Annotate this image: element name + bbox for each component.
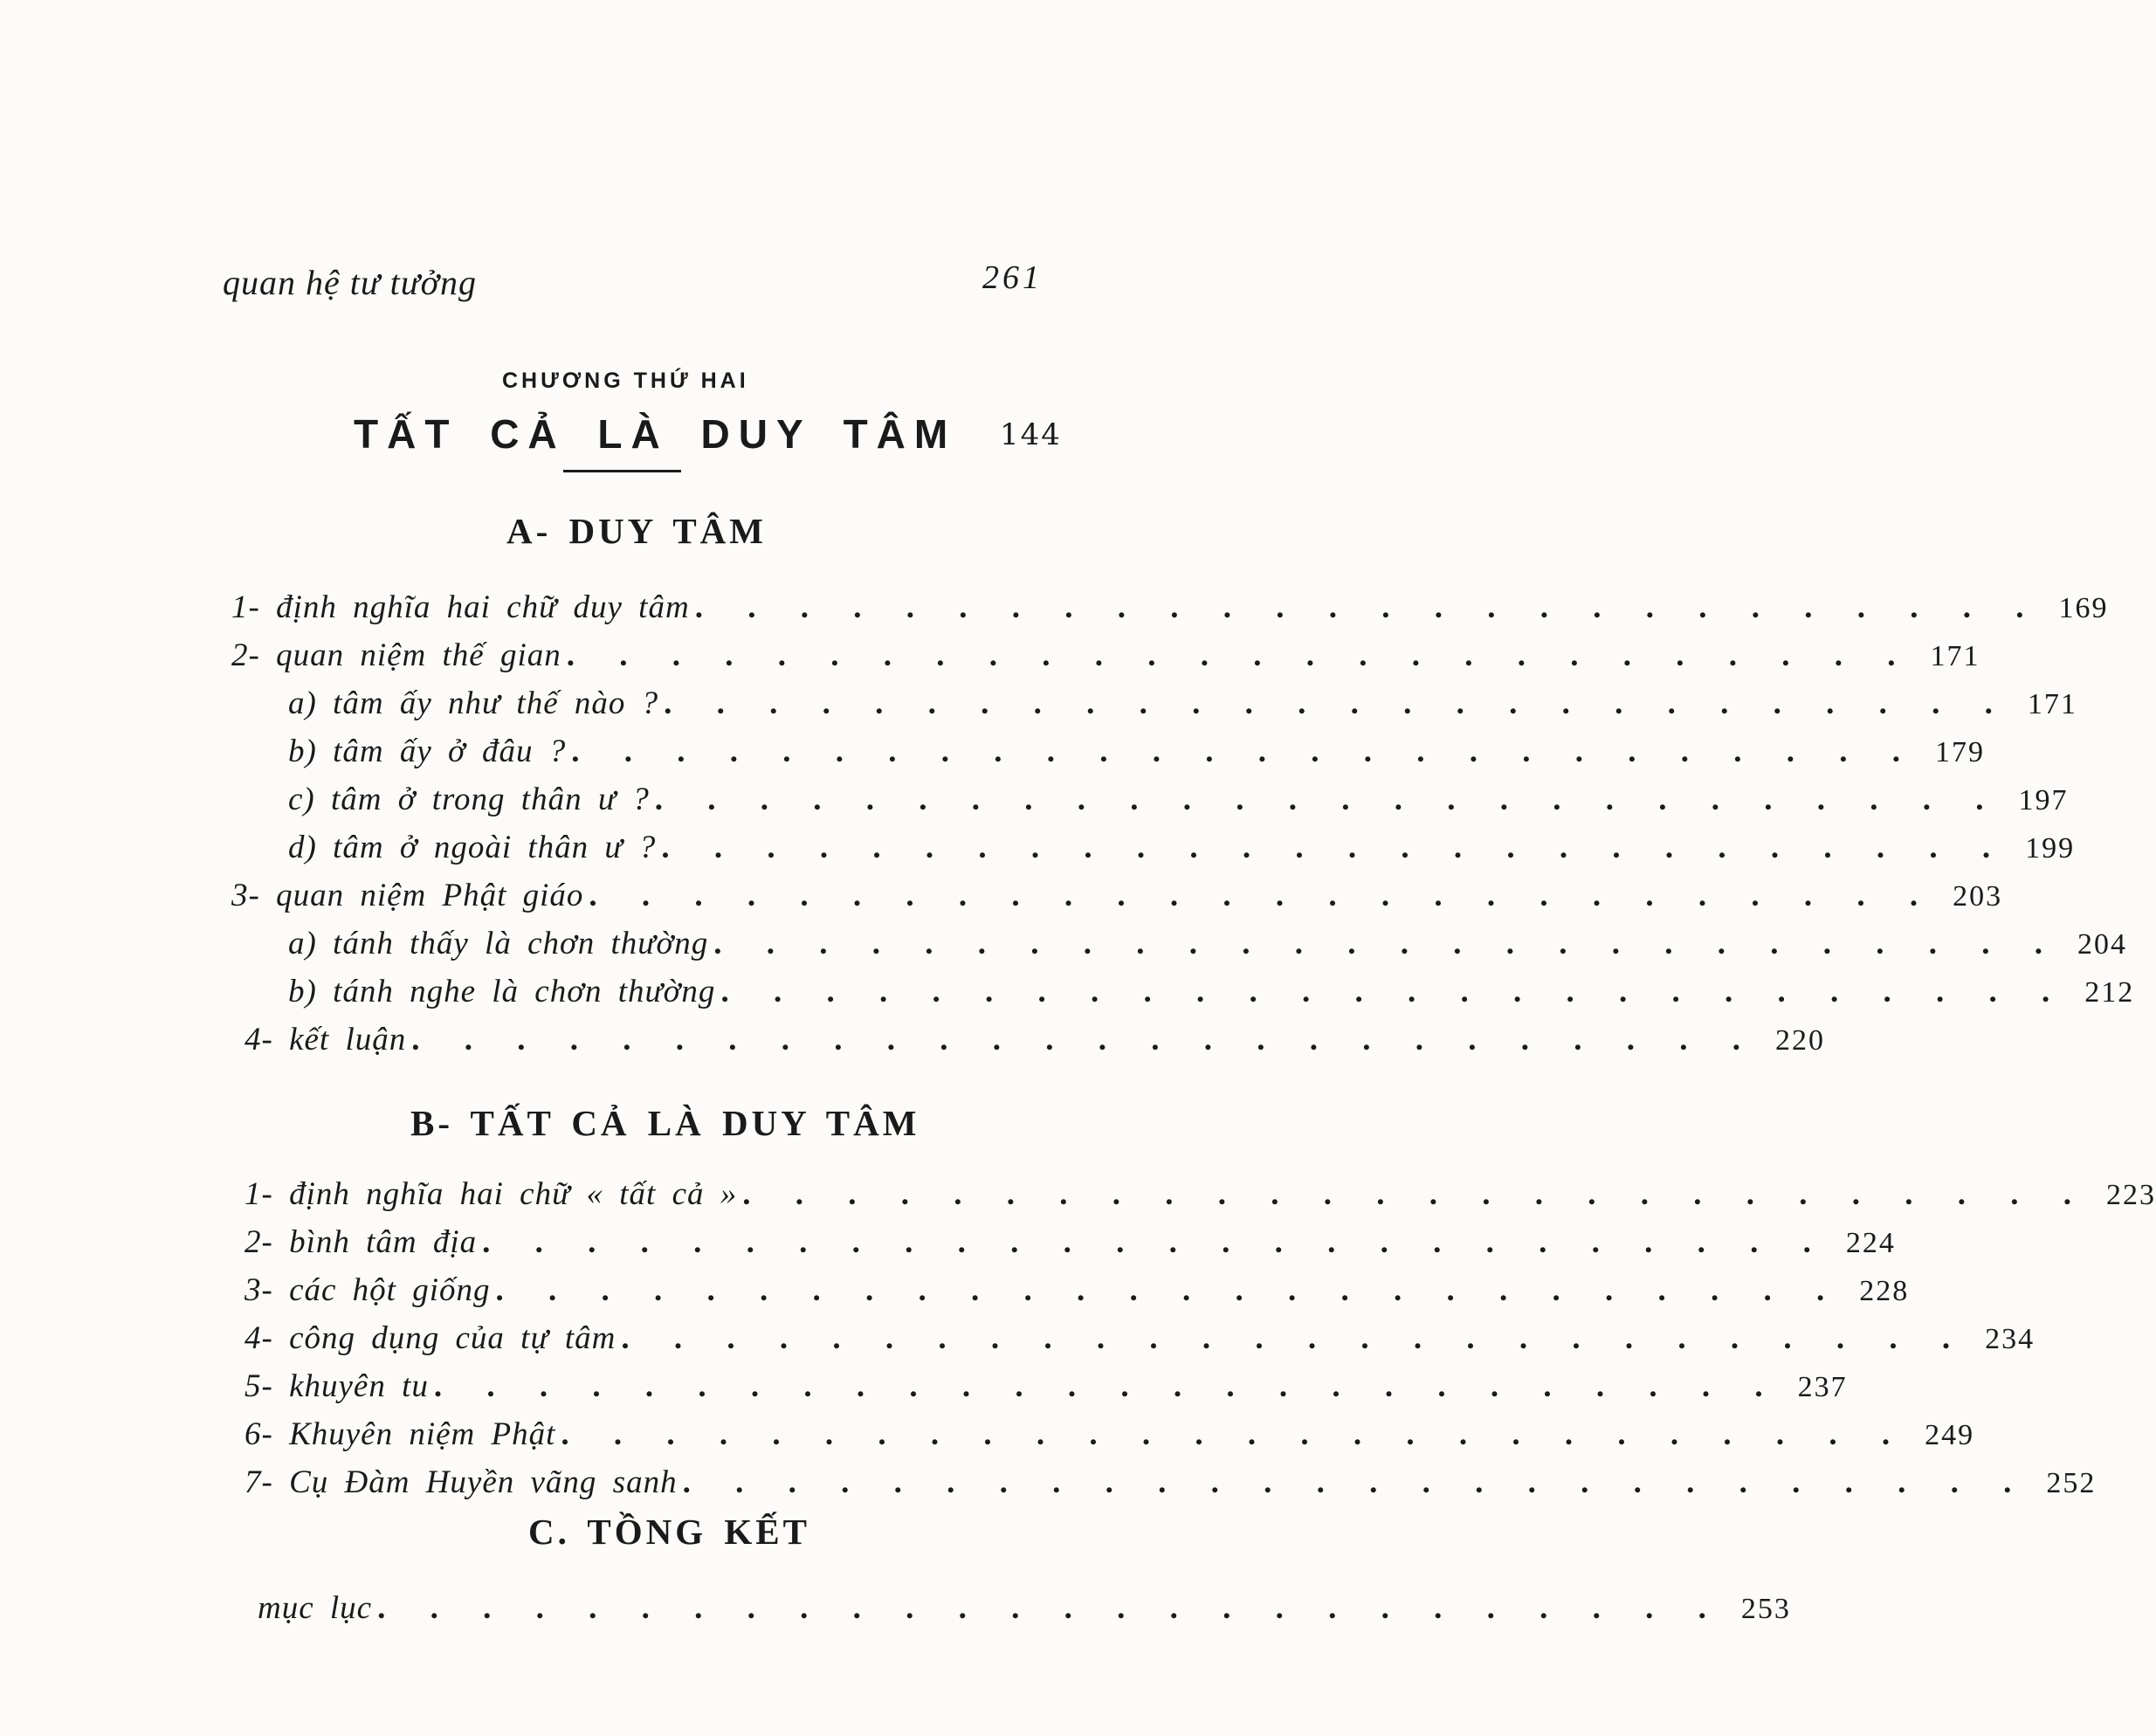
dot-leader: . . . . . . . . . . . . . . . . . . . . . . . . . . [654,782,2002,817]
toc-entry [288,923,2127,965]
toc-entry-page: 234 [1985,1323,2035,1355]
toc-entry-label: b) tâm ấy ở đâu ? [288,734,567,769]
toc-entry-page: 204 [2077,928,2127,961]
section-c-title: C. TỒNG KẾT [528,1512,810,1552]
toc-entry-page: 228 [1859,1275,1910,1307]
toc-entry-label: 3- quan niệm Phật giáo [231,878,584,913]
toc-entry [258,1588,1791,1629]
dot-leader: . . . . . . . . . . . . . . . . . . . . . . . . . . [377,1590,1725,1626]
toc-entry-label: 5- khuyên tu [245,1368,429,1404]
chapter-page-number: 144 [1000,417,1062,452]
toc-entry-page: 223 [2106,1179,2156,1211]
toc-entry-page: 197 [2018,784,2069,816]
dot-leader: . . . . . . . . . . . . . . . . . . . . . . . . . . [682,1464,2030,1500]
toc-entry [245,1462,2097,1504]
toc-entry-page: 199 [2025,832,2076,865]
toc-entry [245,1270,1910,1312]
chapter-label: CHƯƠNG THỨ HAI [502,369,749,393]
toc-entry-page: 253 [1740,1593,1791,1625]
toc-entry [245,1318,2035,1360]
dot-leader: . . . . . . . . . . . . . . . . . . . . . . . . . . [571,734,1918,769]
toc-entry [231,635,1980,677]
dot-leader: . . . . . . . . . . . . . . . . . . . . . . . . . . [482,1224,1829,1260]
toc-entry-page: 224 [1845,1227,1896,1259]
toc-entry-page: 212 [2084,976,2135,1009]
toc-entry-page: 249 [1925,1419,1975,1451]
toc-entry-label: 4- kết luận [245,1022,407,1057]
dot-leader: . . . . . . . . . . . . . . . . . . . . . . . . . . [495,1272,1843,1308]
toc-entry [231,587,2109,629]
section-b-title: B- TẤT CẢ LÀ DUY TÂM [410,1103,920,1143]
toc-entry-label: c) tâm ở trong thân ư ? [288,782,650,817]
title-underline [563,470,681,472]
toc-entry-label: a) tánh thấy là chơn thường [288,926,709,961]
dot-leader: . . . . . . . . . . . . . . . . . . . . . . . . . . [742,1176,2090,1212]
dot-leader: . . . . . . . . . . . . . . . . . . . . . . . . . . [664,685,2011,721]
toc-entry [245,1174,2156,1216]
dot-leader: . . . . . . . . . . . . . . . . . . . . . . . . . . [621,1320,1969,1356]
toc-entry [245,1366,1848,1408]
toc-entry-label: 4- công dụng của tự tâm [245,1320,616,1356]
toc-entry-label: mục lục [258,1590,373,1626]
dot-leader: . . . . . . . . . . . . . . . . . . . . . . . . . . [589,878,1937,913]
toc-entry-label: b) tánh nghe là chơn thường [288,974,716,1009]
running-title: quan hệ tư tưởng [223,263,477,302]
toc-entry [245,1222,1896,1264]
toc-entry-page: 252 [2046,1467,2097,1499]
toc-entry [288,683,2077,725]
section-a-title: A- DUY TÂM [506,511,767,551]
toc-entry-page: 171 [2027,688,2077,720]
toc-entry-label: 7- Cụ Đàm Huyền vãng sanh [245,1464,678,1500]
dot-leader: . . . . . . . . . . . . . . . . . . . . . . . . . . [433,1368,1781,1404]
toc-entry-label: 2- bình tâm địa [245,1224,478,1260]
toc-entry-label: a) tâm ấy như thế nào ? [288,685,659,721]
toc-entry-label: 1- định nghĩa hai chữ « tất cả » [245,1176,738,1212]
dot-leader: . . . . . . . . . . . . . . . . . . . . . . . . . . [713,926,2061,961]
dot-leader: . . . . . . . . . . . . . . . . . . . . . . . . . . [694,589,2042,625]
toc-entry-label: 6- Khuyên niệm Phật [245,1416,556,1452]
toc-entry [245,1414,1975,1456]
toc-entry-label: d) tâm ở ngoài thân ư ? [288,830,657,865]
toc-entry-label: 2- quan niệm thế gian [231,637,561,673]
chapter-title: TẤT CẢ LÀ DUY TÂM [354,411,957,457]
toc-entry [288,779,2069,821]
toc-entry-page: 169 [2058,592,2109,624]
toc-entry-page: 171 [1930,640,1980,672]
toc-entry [231,875,2003,917]
dot-leader: . . . . . . . . . . . . . . . . . . . . . . . . . . [661,830,2009,865]
toc-entry [288,731,1985,773]
dot-leader: . . . . . . . . . . . . . . . . . . . . . . . . . . [566,637,1914,673]
dot-leader: . . . . . . . . . . . . . . . . . . . . . . . . . . [411,1022,1759,1057]
toc-entry-page: 179 [1935,736,1985,768]
toc-entry-label: 1- định nghĩa hai chữ duy tâm [231,589,690,625]
page-number: 261 [982,259,1043,296]
dot-leader: . . . . . . . . . . . . . . . . . . . . . . . . . . [720,974,2069,1009]
toc-entry-page: 237 [1797,1371,1848,1403]
toc-entry [288,971,2135,1013]
toc-entry [245,1019,1825,1061]
toc-entry [288,827,2076,869]
toc-entry-page: 203 [1953,880,2003,913]
dot-leader: . . . . . . . . . . . . . . . . . . . . . . . . . . [561,1416,1909,1452]
toc-entry-label: 3- các hột giống [245,1272,491,1308]
toc-entry-page: 220 [1774,1024,1825,1057]
